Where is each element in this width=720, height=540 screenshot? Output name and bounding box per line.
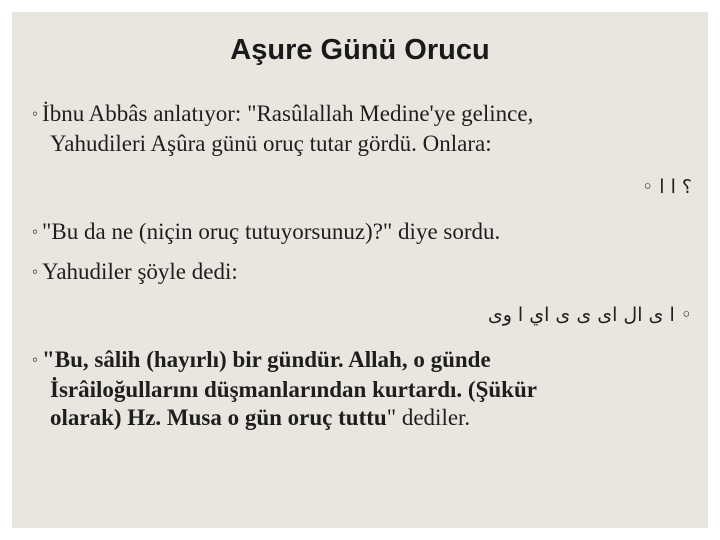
paragraph-question (32, 218, 500, 248)
paragraph-line: "Bu da ne (niçin oruç tutuyorsunuz)?" diye sordu. (42, 219, 501, 244)
paragraph-line: İbnu Abbâs anlatıyor: "Rasûlallah Medine'ye gelince, (42, 101, 534, 126)
arabic-text-line-1: ؟ ا ا ◦ (642, 176, 692, 198)
paragraph-answer (32, 346, 537, 432)
paragraph-line: Yahudiler şöyle dedi: (42, 259, 238, 284)
paragraph-line-wrap (32, 404, 537, 432)
bullet-icon: ◦ (32, 350, 39, 369)
paragraph-ibnu-abbas (32, 100, 533, 158)
bullet-icon: ◦ (32, 104, 39, 123)
paragraph-tail: " dediler. (386, 405, 471, 430)
slide-title: Aşure Günü Orucu (230, 34, 490, 66)
paragraph-yahudiler (32, 258, 238, 288)
paragraph-line: olarak) Hz. Musa o gün oruç tuttu (50, 405, 387, 430)
paragraph-line: Yahudileri Aşûra günü oruç tutar gördü. Onlara: (50, 131, 492, 156)
arabic-text-line-2: ◦ ا ى ال اى ى ى اي ا وى (487, 304, 692, 326)
slide (12, 12, 708, 528)
paragraph-line: "Bu, sâlih (hayırlı) bir gündür. Allah, o günde (42, 347, 491, 372)
bullet-icon: ◦ (32, 262, 39, 281)
paragraph-line: İsrâiloğullarını düşmanlarından kurtardı. (Şükür (50, 377, 537, 402)
bullet-icon: ◦ (32, 222, 39, 241)
